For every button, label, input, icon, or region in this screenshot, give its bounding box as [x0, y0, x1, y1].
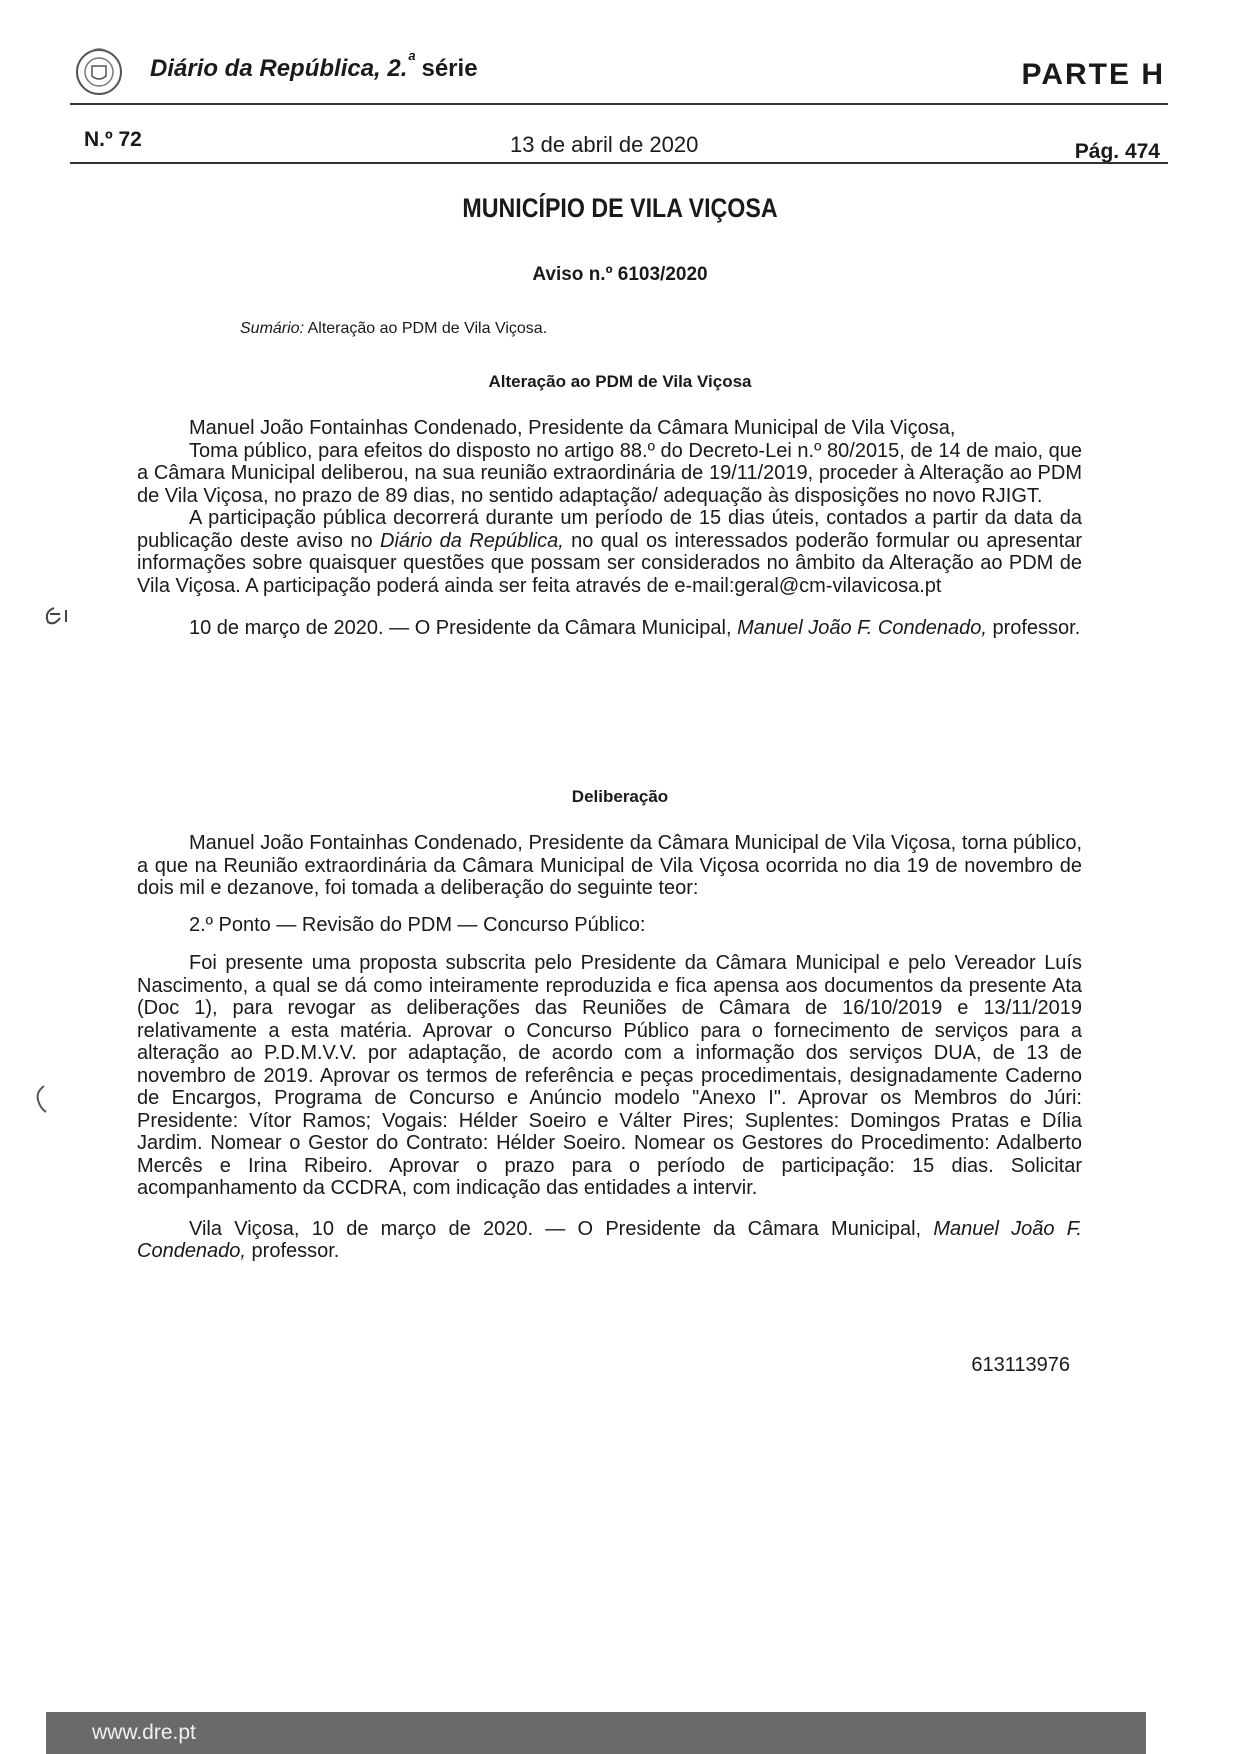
header-rule-top [70, 103, 1168, 105]
issue-number: N.º 72 [84, 128, 142, 151]
section2-heading: Deliberação [571, 787, 669, 806]
section2-signature [137, 1218, 1082, 1263]
reference-code: 613113976 [971, 1354, 1070, 1376]
section1-p3-text: A participação pública decorrerá durante um período de 15 dias úteis, contados a partir da data da publicação deste aviso no [137, 507, 1082, 552]
footer-url[interactable]: www.dre.pt [92, 1721, 196, 1744]
summary [240, 320, 547, 338]
section2-paragraph-2: 2.º Ponto — Revisão do PDM — Concurso Público: [189, 913, 646, 936]
section1-p3-italic: Diário da República, [380, 529, 564, 552]
section2-signer-name: Manuel João F. Condenado, [137, 1217, 1082, 1262]
section1-signature [137, 617, 1082, 640]
issue-date: 13 de abril de 2020 [510, 132, 699, 157]
page-number: Pág. 474 [1074, 140, 1160, 163]
section1-heading: Alteração ao PDM de Vila Viçosa [488, 372, 752, 391]
coat-of-arms-logo [70, 42, 128, 100]
summary-label: Sumário: [240, 320, 305, 337]
section1-paragraph-2: Toma público, para efeitos do disposto no artigo 88.º do Decreto-Lei n.º 80/2015, de 14 de maio, que a Câmara Municipal deliberou, na sua reunião extraordinária de 19/11/2019, proceder à Alteração ao PDM de Vila Viçosa, no prazo de 89 dias, no sentido adaptação/ adequação às disposições no novo RJIGT. [137, 439, 1082, 507]
section2-sign-text: Vila Viçosa, 10 de março de 2020. — O Presidente da Câmara Municipal, [189, 1217, 934, 1240]
section2-paragraph-1: Manuel João Fontainhas Condenado, Presidente da Câmara Municipal de Vila Viçosa, torna público, a que na Reunião extraordinária da Câmara Municipal de Vila Viçosa ocorrida no dia 19 de novembro de dois mil e dezanove, foi tomada a deliberação do seguinte teor: [137, 832, 1082, 899]
margin-bracket-icon [30, 1082, 50, 1116]
section2-paragraph-3: Foi presente uma proposta subscrita pelo Presidente da Câmara Municipal e pelo Vereador Luís Nascimento, a qual se dá como inteiramente reproduzida e fica apensa aos documentos da presente Ata (Doc 1), para revogar as deliberações das Reuniões de Câmara de 16/10/2019 e 13/11/2019 relativamente a esta matéria. Aprovar o Concurso Público para o fornecimento de serviços para a alteração ao P.D.M.V.V. por adaptação, de acordo com a informação dos serviços DUA, de 13 de novembro de 2019. Aprovar os termos de referência e peças procedimentais, designadamente Caderno de Encargos, Programa de Concurso e Anúncio modelo "Anexo I". Aprovar os Membros do Júri: Presidente: Vítor Ramos; Vogais: Hélder Soeiro e Válter Pires; Suplentes: Domingos Pratas e Dília Jardim. Nomear o Gestor do Contrato: Hélder Soeiro. Nomear os Gestores do Procedimento: Adalberto Mercês e Irina Ribeiro. Aprovar o prazo para o período de participação: 15 dias. Solicitar acompanhamento da CCDRA, com indicação das entidades a intervir. [137, 952, 1082, 1199]
publication-name: Diário da República, 2. [150, 55, 408, 82]
section1-sign-text: 10 de março de 2020. — O Presidente da Câmara Municipal, [189, 617, 738, 639]
section1-p3-text-end: no qual os interessados poderão formular ou apresentar informações sobre quaisquer questões que possam ser considerados no âmbito da Alteração ao PDM de Vila Viçosa. A participação poderá ainda ser feita através de e-mail:geral@cm-vilavicosa.pt [137, 529, 1082, 597]
section1-signer-name: Manuel João F. Condenado, [737, 617, 987, 639]
section1-paragraph-1: Manuel João Fontainhas Condenado, Presidente da Câmara Municipal de Vila Viçosa, [189, 417, 956, 439]
section1-body [137, 417, 1082, 640]
notice-title: Aviso n.º 6103/2020 [532, 264, 708, 285]
publication-title [150, 50, 478, 83]
publication-series: série [421, 55, 478, 82]
footer-bar [46, 1712, 1146, 1754]
section2-body [137, 832, 1082, 1263]
publication-ordinal: ª [407, 50, 415, 72]
entity-title: MUNICÍPIO DE VILA VIÇOSA [462, 193, 778, 223]
header-rule-bottom [70, 162, 1168, 164]
margin-mark-icon [38, 600, 78, 630]
section2-signer-role: professor. [245, 1240, 340, 1262]
summary-text: Alteração ao PDM de Vila Viçosa. [307, 320, 548, 337]
section1-signer-role: professor. [986, 617, 1081, 639]
part-label: PARTE H [1021, 58, 1165, 91]
section1-paragraph-3 [137, 507, 1082, 597]
